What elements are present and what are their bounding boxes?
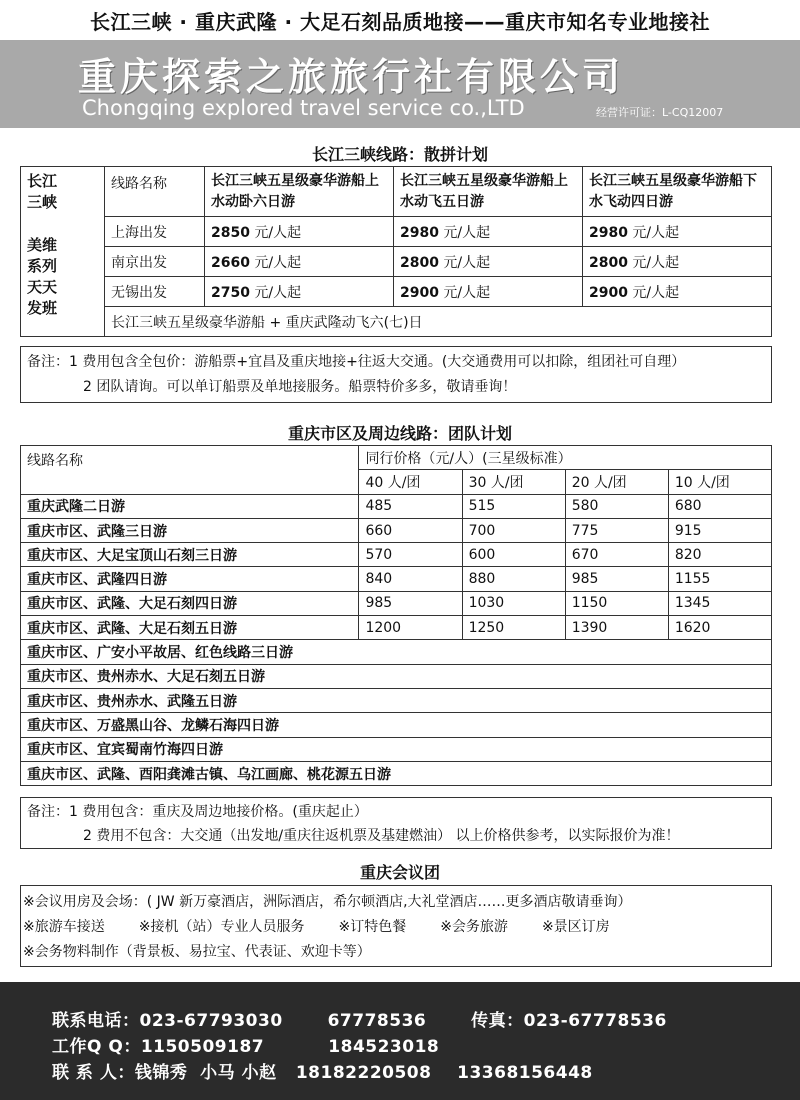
company-name-cn: 重庆探索之旅旅行社有限公司	[78, 55, 625, 99]
price-cell: 1030	[462, 591, 565, 615]
meeting-services	[20, 885, 772, 967]
price-cell: 580	[565, 494, 668, 518]
table-row	[21, 761, 772, 785]
price-cell: 700	[462, 518, 565, 542]
route-name: 重庆市区、贵州赤水、武隆五日游	[21, 688, 772, 712]
section-title-meeting: 重庆会议团	[359, 863, 440, 882]
price-cell: 1250	[462, 616, 565, 640]
header-route-name: 线路名称	[21, 446, 359, 495]
table-row	[21, 688, 772, 712]
table-row	[21, 167, 772, 217]
price-cell: 840	[359, 567, 462, 591]
note-line: 备注：1 费用包含全包价：游船票+宜昌及重庆地接+往返大交通。(大交通费用可以扣除，组团社可自理）	[27, 354, 686, 370]
table-row	[21, 277, 772, 307]
table-row	[21, 713, 772, 737]
service-item: ※会务旅游	[440, 919, 508, 935]
price-cell: 1200	[359, 616, 462, 640]
group-size-header: 10 人/团	[668, 470, 771, 494]
table-row	[21, 217, 772, 247]
price-cell: 660	[359, 518, 462, 542]
table-row	[21, 247, 772, 277]
route-name: 重庆市区、武隆四日游	[21, 567, 359, 591]
departure-city: 南京出发	[105, 247, 205, 277]
price-cell: 820	[668, 543, 771, 567]
table-row	[21, 640, 772, 664]
price-cell: 2900 元/人起	[583, 277, 772, 307]
side-label-bottom: 美维系列天天发班	[27, 236, 58, 317]
price-cell: 670	[565, 543, 668, 567]
price-cell: 2800 元/人起	[394, 247, 583, 277]
route-name: 重庆市区、万盛黑山谷、龙鳞石海四日游	[21, 713, 772, 737]
table-row	[21, 664, 772, 688]
price-cell: 515	[462, 494, 565, 518]
route-name: 重庆市区、宜宾蜀南竹海四日游	[21, 737, 772, 761]
route-name: 重庆市区、大足宝顶山石刻三日游	[21, 543, 359, 567]
service-item: ※订特色餐	[338, 919, 407, 935]
price-cell: 2800 元/人起	[583, 247, 772, 277]
price-cell: 880	[462, 567, 565, 591]
route-header: 长江三峡五星级豪华游船下水飞动四日游	[583, 167, 772, 217]
meeting-line: ※会务物料制作（背景板、易拉宝、代表证、欢迎卡等）	[23, 944, 371, 960]
header-route-name: 线路名称	[105, 167, 205, 217]
service-item: ※旅游车接送	[23, 919, 105, 935]
route-header: 长江三峡五星级豪华游船上水动卧六日游	[205, 167, 394, 217]
price-cell: 600	[462, 543, 565, 567]
table-row	[21, 591, 772, 615]
price-cell: 1150	[565, 591, 668, 615]
table-row	[21, 567, 772, 591]
table-row	[21, 737, 772, 761]
side-label	[21, 167, 105, 337]
note-line: 2 团队请询。可以单订船票及单地接服务。船票特价多多，敬请垂询！	[83, 379, 517, 395]
chongqing-notes	[20, 797, 772, 849]
chongqing-price-table	[20, 445, 772, 786]
table-row	[21, 494, 772, 518]
combo-route: 长江三峡五星级豪华游船 + 重庆武隆动飞六(七)日	[105, 307, 772, 337]
contact-footer	[0, 982, 800, 1100]
section-title-chongqing: 重庆市区及周边线路：团队计划	[287, 424, 512, 443]
price-cell: 985	[359, 591, 462, 615]
top-banner: 长江三峡 · 重庆武隆 · 大足石刻品质地接——重庆市知名专业地接社	[0, 0, 800, 40]
yangtze-notes	[20, 346, 772, 403]
price-cell: 2980 元/人起	[583, 217, 772, 247]
route-header: 长江三峡五星级豪华游船上水动飞五日游	[394, 167, 583, 217]
route-name: 重庆市区、广安小平故居、红色线路三日游	[21, 640, 772, 664]
meeting-line: ※会议用房及会场：( JW 新万豪酒店，洲际酒店，希尔顿酒店,大礼堂酒店……更多酒店敬请垂询）	[23, 894, 632, 910]
price-cell: 2900 元/人起	[394, 277, 583, 307]
yangtze-price-table	[20, 166, 772, 337]
price-header: 同行价格（元/人）(三星级标准）	[359, 446, 772, 470]
route-name: 重庆市区、武隆、大足石刻五日游	[21, 616, 359, 640]
contact-qq: 工作Q Q：1150509187 184523018	[52, 1037, 440, 1057]
price-cell: 2750 元/人起	[205, 277, 394, 307]
note-line: 2 费用不包含：大交通（出发地/重庆往返机票及基建燃油） 以上价格供参考，以实际报价为准！	[83, 828, 680, 844]
company-name-en: Chongqing explored travel service co.,LTD	[82, 96, 525, 120]
meeting-service-list	[23, 915, 769, 940]
price-cell: 1155	[668, 567, 771, 591]
service-item: ※景区订房	[541, 919, 610, 935]
departure-city: 无锡出发	[105, 277, 205, 307]
table-row	[21, 307, 772, 337]
side-label-top: 长江三峡	[27, 172, 58, 211]
group-size-header: 40 人/团	[359, 470, 462, 494]
price-cell: 2850 元/人起	[205, 217, 394, 247]
route-name: 重庆市区、武隆、酉阳龚滩古镇、乌江画廊、桃花源五日游	[21, 761, 772, 785]
group-size-header: 30 人/团	[462, 470, 565, 494]
price-cell: 570	[359, 543, 462, 567]
price-cell: 2980 元/人起	[394, 217, 583, 247]
section-title-yangtze: 长江三峡线路：散拼计划	[311, 145, 488, 164]
price-cell: 775	[565, 518, 668, 542]
brand-header	[0, 40, 800, 128]
license-number: 经营许可证：L-CQ12007	[596, 106, 724, 119]
price-cell: 1390	[565, 616, 668, 640]
price-cell: 985	[565, 567, 668, 591]
price-cell: 1620	[668, 616, 771, 640]
table-row	[21, 616, 772, 640]
table-row	[21, 446, 772, 470]
group-size-header: 20 人/团	[565, 470, 668, 494]
route-name: 重庆市区、贵州赤水、大足石刻五日游	[21, 664, 772, 688]
departure-city: 上海出发	[105, 217, 205, 247]
price-cell: 2660 元/人起	[205, 247, 394, 277]
contact-phone: 联系电话：023-67793030 67778536 传真：023-67778536	[52, 1011, 667, 1031]
price-cell: 485	[359, 494, 462, 518]
price-cell: 680	[668, 494, 771, 518]
table-row	[21, 518, 772, 542]
route-name: 重庆市区、武隆三日游	[21, 518, 359, 542]
price-cell: 915	[668, 518, 771, 542]
contact-persons: 联 系 人：钱锦秀 小马 小赵 18182220508 13368156448	[52, 1063, 593, 1083]
route-name: 重庆武隆二日游	[21, 494, 359, 518]
service-item: ※接机（站）专业人员服务	[138, 919, 305, 935]
price-cell: 1345	[668, 591, 771, 615]
note-line: 备注：1 费用包含：重庆及周边地接价格。(重庆起止）	[27, 804, 368, 820]
route-name: 重庆市区、武隆、大足石刻四日游	[21, 591, 359, 615]
table-row	[21, 543, 772, 567]
